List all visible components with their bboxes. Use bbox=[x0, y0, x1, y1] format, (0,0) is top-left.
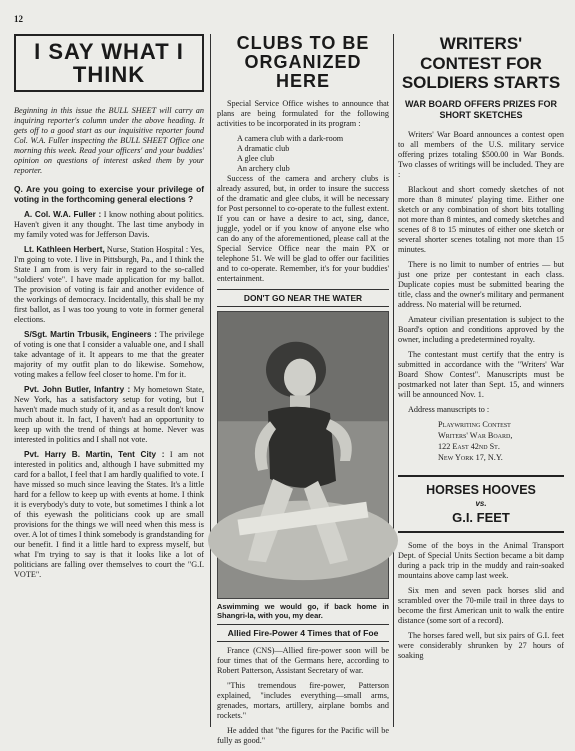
column-writers-contest bbox=[398, 34, 564, 666]
column-clubs bbox=[217, 34, 389, 751]
article-paragraph: He added that "the figures for the Pacific will be fully as good." bbox=[217, 726, 389, 746]
address-line: Writers' War Board, bbox=[438, 431, 513, 441]
column-rule bbox=[210, 34, 211, 727]
headline-line: HORSES HOOVES bbox=[426, 483, 536, 498]
article-paragraph: Some of the boys in the Animal Transport Dept. of Special Units Section became a bit damp during a pack trip in the muddy and rain-soaked mountains above camp last week. bbox=[398, 540, 564, 580]
article-paragraph: Amateur civilian presentation is subject to the Board's option and conditions approved by the owner, including a predetermined royalty. bbox=[398, 315, 564, 345]
page-number: 12 bbox=[14, 14, 23, 24]
list-item: An archery club bbox=[237, 163, 290, 173]
address-line: New York 17, N.Y. bbox=[438, 453, 503, 463]
article-title: WRITERS' CONTEST FOR SOLDIERS STARTS bbox=[401, 34, 561, 93]
list-item: A camera club with a dark-room bbox=[237, 133, 344, 143]
mailing-address bbox=[398, 420, 564, 463]
list-item: A glee club bbox=[237, 153, 275, 163]
article-headline: Allied Fire-Power 4 Times that of Foe bbox=[217, 624, 389, 642]
headline-vs: vs. bbox=[475, 499, 487, 509]
article-paragraph: There is no limit to number of entries — but just one prize per contestant in each class. Duplicate copies must be submitted bearing the title, class and the owner's military and permanent address. No material will be returned. bbox=[398, 260, 564, 310]
article-paragraph: Address manuscripts to : bbox=[408, 405, 490, 415]
headline-line: G.I. FEET bbox=[452, 510, 510, 526]
article-subheading: WAR BOARD OFFERS PRIZES FOR SHORT SKETCHES bbox=[404, 98, 557, 121]
column-rule bbox=[393, 34, 394, 727]
photo-caption: Aswimming we would go, if back home in Shangri-la, with you, my dear. bbox=[217, 601, 389, 620]
article-paragraph: The horses fared well, but six pairs of G.I. feet were considerably shrunken by 27 hours of soaking bbox=[398, 630, 564, 660]
column-i-say-what-i-think bbox=[14, 34, 204, 585]
article-headline-box bbox=[398, 475, 564, 533]
interview-answer: Pvt. Harry B. Martin, Tent City : I am not interested in politics and, although I have submitted my card for a ballot, I feel that I am hardly qualified to vote. I have missed so much since leaving the States. It's a little hard for a fellow to keep up with events at home. I think it is everybody's duty to vote, but sometimes I think a lot of this eyewash the politicians cook up are small provisions for the things we will need when this mess is over. A lot of times I think somebody is grandstanding for our benefit. I find it a little hard to express myself, but what I'm trying to say is that it looks like a lot of politicians are falling over themselves to court the "G.I. VOTE". bbox=[14, 449, 204, 579]
address-line: Playwriting Contest bbox=[438, 420, 511, 430]
article-paragraph: Special Service Office wishes to announce that plans are being formulated for the following activities to be incorporated in its program : bbox=[217, 98, 389, 128]
article-paragraph: The contestant must certify that the entry is submitted in accordance with the "Writers' War Board Show Contest". Manuscripts must be postmarked not later than Sept. 15, and winners will be announced Nov. 1. bbox=[398, 350, 564, 400]
article-title: I SAY WHAT I THINK bbox=[14, 34, 204, 92]
photo-headline: DON'T GO NEAR THE WATER bbox=[217, 289, 389, 307]
article-paragraph: France (CNS)—Allied fire-power soon will be four times that of the Germans here, according to Robert Patterson, Assistant Secretary of war. bbox=[217, 646, 389, 676]
address-line: 122 East 42nd St. bbox=[438, 442, 500, 452]
interview-answer: Pvt. John Butler, Infantry : My hometown State, New York, has a satisfactory setup for voting, but I haven't made much study of it, and as a result don't know much about it. In fact, I haven't had an opportunity to keep up with the trend of things at home. Never was interested in politics and I shall not vote. bbox=[14, 384, 205, 444]
article-paragraph: Six men and seven pack horses slid and scrambled over the 70-mile trail in three days to become the first American unit to walk the entire distance (some sort of a record). bbox=[398, 585, 564, 625]
interview-answer: S/Sgt. Martin Trbusik, Engineers : The privilege of voting is one that I consider a valuable one, and I shall take advantage of it. It appears to me that the greater majority of my outfit plan to do likewise. Somehow, voting makes a fellow feel closer to home. I'm for it. bbox=[14, 329, 204, 379]
article-title: CLUBS TO BE ORGANIZED HERE bbox=[236, 33, 370, 91]
list-item: A dramatic club bbox=[237, 143, 290, 153]
interview-question: Q. Are you going to exercise your privilege of voting in the forthcoming general elections ? bbox=[14, 184, 204, 205]
interview-answer: A. Col. W.A. Fuller : I know nothing about politics. Haven't given it any thought. The last time anybody in my family voted was for Jefferson Davis. bbox=[14, 209, 204, 239]
article-paragraph: Success of the camera and archery clubs is already assured, but, in order to insure the success of the dramatic and glee clubs, it will be necessary for Post personnel to co-operate to the fullest extent. If you can or have a desire to act, sing, dance, juggle, yodel or if you know of anyone else who can do any of the aforementioned, please call at the Special Service Office near the main PX or telephone 51. We will be glad to offer our facilities and to co-operate. Remember, it's for your buddies' entertainment. bbox=[217, 173, 389, 283]
interview-answer: Lt. Kathleen Herbert, Nurse, Station Hospital : Yes, I'm going to vote. I live in Pittsburgh, Pa., and I think the State I am from is very fair in regard to the so-called "soldiers' vote". I have made application for my ballot. The provision of voting is fair and another evidence of the workings of democracy. Incidentally, this shall be my first ballot, as I was too young to vote in former general elections. bbox=[14, 244, 204, 324]
pinup-photo bbox=[217, 311, 389, 599]
article-paragraph: "This tremendous fire-power, Patterson explained, "includes everything—small arms, grenades, mortars, artillery, airplane bombs and rockets." bbox=[217, 681, 389, 721]
article-intro: Beginning in this issue the BULL SHEET will carry an inquiring reporter's column under the above heading. It gets off to a good start as our inquisitive reporter found Col. W.A. Fuller inspecting the BULL SHEET Office one morning this week. Read your officers' and your buddies' opinion on questions of interest asked them by your reporter. bbox=[14, 106, 204, 176]
club-list bbox=[217, 134, 389, 174]
article-paragraph: Blackout and short comedy sketches of not more than 8 minutes' playing time. Either one sketch or any combination of short bits totalling not more than 8 mintes, and comedy sketches and scenes of 8 to 15 minutes of either one sketch or several shorter scenes totaling not more than 15 minutes. bbox=[398, 185, 564, 255]
article-paragraph: Writers' War Board announces a contest open to all members of the U.S. military service offering prizes totaling $500.00 in War Bonds. Two classes of writings will be included. They are : bbox=[398, 130, 564, 180]
